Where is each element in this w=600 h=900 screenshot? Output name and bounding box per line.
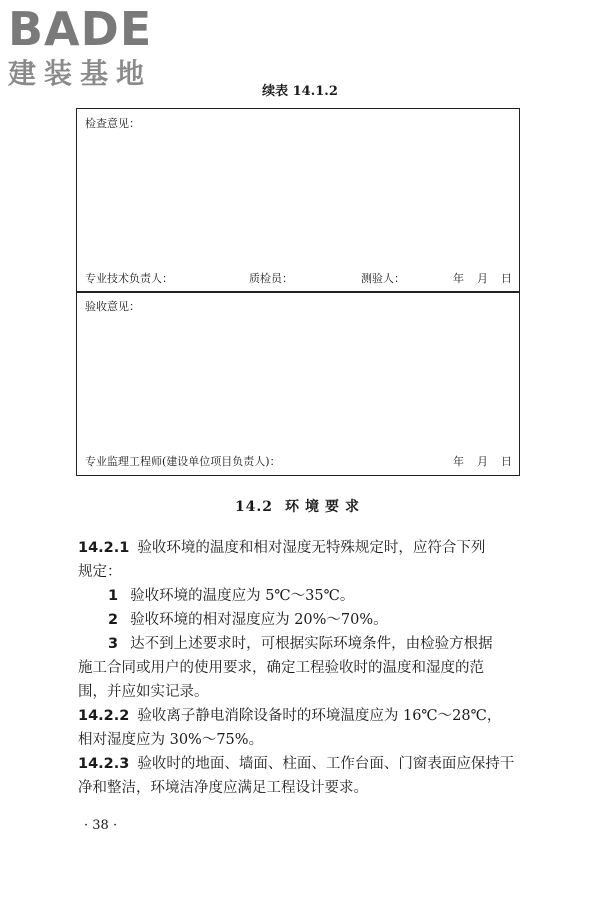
inspection-form-table — [76, 108, 520, 476]
section-number: 14.2 — [234, 499, 274, 515]
tester-signature-label: 测验人： — [361, 272, 405, 285]
inspection-opinion-label: 检查意见： — [85, 117, 140, 130]
list-item-number: 1 — [108, 588, 119, 604]
section-heading — [0, 496, 600, 516]
logo-subtitle: 建装基地 — [8, 57, 153, 90]
list-item-text-line: 施工合同或用户的使用要求，确定工程验收时的温度和湿度的范 — [78, 660, 484, 676]
list-item — [108, 584, 354, 608]
clause-text-line: 净和整洁，环境洁净度应满足工程设计要求。 — [78, 780, 368, 796]
tech-lead-signature-label: 专业技术负责人： — [85, 272, 173, 285]
acceptance-opinion-cell — [76, 291, 520, 476]
clause-text-line: 相对湿度应为 30%～75%。 — [78, 732, 264, 748]
clause-14-2-2 — [78, 704, 528, 728]
date-day-label: 日 — [501, 455, 512, 468]
clause-text: 验收时的地面、墙面、柱面、工作台面、门窗表面应保持干 — [137, 756, 515, 772]
supervisor-signature-label: 专业监理工程师(建设单位项目负责人)： — [85, 455, 281, 468]
list-item-number: 2 — [108, 612, 119, 628]
page-number: · 38 · — [84, 818, 118, 833]
clause-number: 14.2.3 — [78, 756, 130, 772]
list-item — [108, 632, 493, 656]
date-year-label: 年 — [453, 272, 464, 285]
list-item-text: 验收环境的相对湿度应为 20%～70%。 — [130, 612, 388, 628]
clause-text: 验收环境的温度和相对湿度无特殊规定时，应符合下列 — [137, 540, 486, 556]
qc-signature-label: 质检员： — [249, 272, 293, 285]
section-title: 环境要求 — [285, 499, 366, 515]
clause-number: 14.2.1 — [78, 540, 130, 556]
clause-14-2-3 — [78, 752, 528, 776]
clause-14-2-1 — [78, 536, 528, 560]
list-item-text-line: 围，并应如实记录。 — [78, 684, 209, 700]
clause-text-line: 规定： — [78, 564, 122, 580]
clause-text: 验收离子静电消除设备时的环境温度应为 16℃～28℃， — [137, 708, 502, 724]
list-item-text: 达不到上述要求时，可根据实际环境条件，由检验方根据 — [130, 636, 493, 652]
inspection-opinion-cell — [76, 108, 520, 293]
list-item-text: 验收环境的温度应为 5℃～35℃。 — [130, 588, 355, 604]
date-year-label: 年 — [453, 455, 464, 468]
date-month-label: 月 — [477, 455, 488, 468]
clause-number: 14.2.2 — [78, 708, 130, 724]
table-caption: 续表 14.1.2 — [262, 84, 338, 99]
list-item-number: 3 — [108, 636, 119, 652]
date-day-label: 日 — [501, 272, 512, 285]
list-item — [108, 608, 388, 632]
acceptance-opinion-label: 验收意见： — [85, 300, 140, 313]
logo-brand-text: BADE — [8, 2, 153, 56]
date-month-label: 月 — [477, 272, 488, 285]
